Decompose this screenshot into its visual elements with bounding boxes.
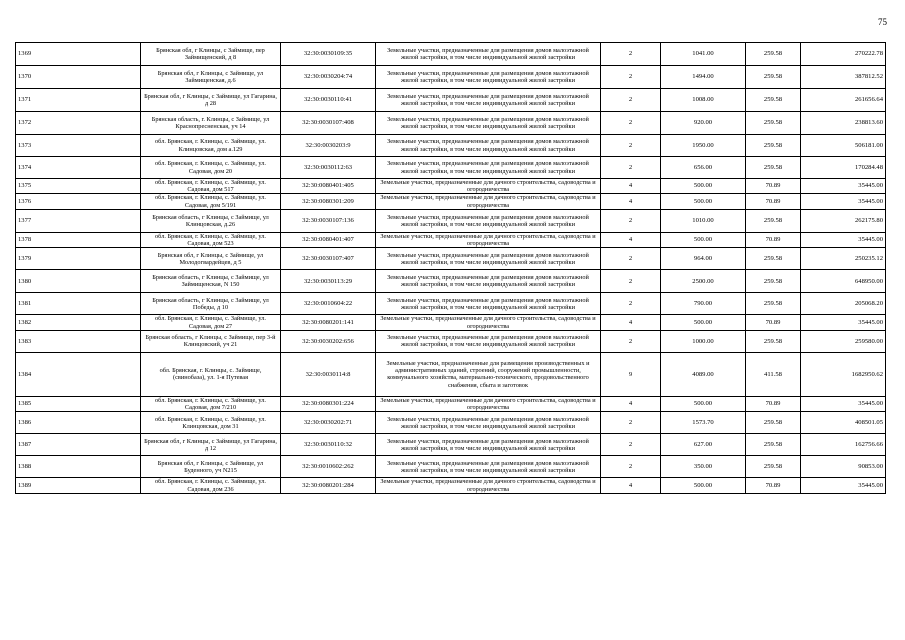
cell-address: Брянская область, г Клинцы, с Займище, пер 3-й Клинцовский, уч 21 xyxy=(141,330,281,352)
table-row xyxy=(16,135,886,157)
table-row xyxy=(16,293,886,315)
cell-cadastral-number: 32:30:0030107:408 xyxy=(281,112,376,135)
cell-area: 4089.00 xyxy=(661,352,746,396)
cell-record-number: 1386 xyxy=(16,412,141,434)
cell-rate: 259.58 xyxy=(746,135,801,157)
table-row xyxy=(16,330,886,352)
cell-cadastral-value: 261656.64 xyxy=(801,89,886,112)
cell-record-number: 1381 xyxy=(16,293,141,315)
cell-address: обл. Брянская, г. Клинцы, с. Займище, ул. Клинцовская, дом 31 xyxy=(141,412,281,434)
cell-category: 2 xyxy=(601,209,661,232)
cell-cadastral-number: 32:30:0030110:41 xyxy=(281,89,376,112)
cell-land-use: Земельные участки, предназначенные для размещения домов малоэтажной жилой застройки, в том числе индивидуальной жилой застройки xyxy=(376,209,601,232)
cell-address: Брянская область, г Клинцы, с Займище, ул Клинцовская, д.26 xyxy=(141,209,281,232)
table-row xyxy=(16,315,886,330)
cell-area: 500.00 xyxy=(661,396,746,411)
table-row xyxy=(16,89,886,112)
cell-address: Брянская обл, г Клинцы, с Займище, ул Молодогвардейцев, д 5 xyxy=(141,248,281,270)
cell-area: 964.00 xyxy=(661,248,746,270)
cell-land-use: Земельные участки, предназначенные для дачного строительства, садоводства и огородничества xyxy=(376,232,601,247)
cell-cadastral-value: 270222.78 xyxy=(801,43,886,66)
cell-cadastral-value: 35445.00 xyxy=(801,315,886,330)
cell-address: Брянская обл, г Клинцы, с Займище, пер Займищенский, д 8 xyxy=(141,43,281,66)
cell-area: 2500.00 xyxy=(661,270,746,293)
cell-area: 1494.00 xyxy=(661,66,746,89)
cell-cadastral-value: 205068.20 xyxy=(801,293,886,315)
cell-cadastral-value: 35445.00 xyxy=(801,179,886,194)
cell-land-use: Земельные участки, предназначенные для размещения домов малоэтажной жилой застройки, в том числе индивидуальной жилой застройки xyxy=(376,456,601,478)
cell-area: 350.00 xyxy=(661,456,746,478)
cell-cadastral-number: 32:30:0030107:136 xyxy=(281,209,376,232)
cell-record-number: 1388 xyxy=(16,456,141,478)
cell-cadastral-number: 32:30:0030114:8 xyxy=(281,352,376,396)
cell-cadastral-number: 32:30:0030113:29 xyxy=(281,270,376,293)
cell-category: 2 xyxy=(601,434,661,456)
table-row xyxy=(16,478,886,493)
cell-cadastral-value: 506181.00 xyxy=(801,135,886,157)
cell-address: обл. Брянская, г. Клинцы, с. Займище, ул. Садовая, дом 523 xyxy=(141,232,281,247)
cell-land-use: Земельные участки, предназначенные для размещения домов малоэтажной жилой застройки, в том числе индивидуальной жилой застройки xyxy=(376,112,601,135)
table-row xyxy=(16,179,886,194)
cell-land-use: Земельные участки, предназначенные для размещения домов малоэтажной жилой застройки, в том числе индивидуальной жилой застройки xyxy=(376,89,601,112)
cell-cadastral-value: 387812.52 xyxy=(801,66,886,89)
cell-rate: 259.58 xyxy=(746,66,801,89)
table-row xyxy=(16,396,886,411)
cell-category: 2 xyxy=(601,248,661,270)
cell-record-number: 1377 xyxy=(16,209,141,232)
table-row xyxy=(16,194,886,209)
cell-area: 1950.00 xyxy=(661,135,746,157)
cell-rate: 70.89 xyxy=(746,232,801,247)
cell-record-number: 1385 xyxy=(16,396,141,411)
cell-area: 1000.00 xyxy=(661,330,746,352)
cell-address: Брянская область, г Клинцы, с Займище, ул Займищенская, N 150 xyxy=(141,270,281,293)
cell-cadastral-number: 32:30:0030202:71 xyxy=(281,412,376,434)
cell-cadastral-number: 32:30:0080301:209 xyxy=(281,194,376,209)
cell-cadastral-number: 32:30:0080401:407 xyxy=(281,232,376,247)
cell-record-number: 1378 xyxy=(16,232,141,247)
cell-land-use: Земельные участки, предназначенные для размещения производственных и административных зданий, строений, сооружений промышленности, коммунального хозяйства, материально-технического, продовольственного снабжения, сбыта и заготовок xyxy=(376,352,601,396)
cell-category: 2 xyxy=(601,157,661,179)
cell-category: 9 xyxy=(601,352,661,396)
cell-record-number: 1387 xyxy=(16,434,141,456)
cell-record-number: 1369 xyxy=(16,43,141,66)
table-row xyxy=(16,270,886,293)
cell-category: 2 xyxy=(601,66,661,89)
cell-rate: 259.58 xyxy=(746,157,801,179)
cell-cadastral-number: 32:30:0030112:63 xyxy=(281,157,376,179)
cell-record-number: 1373 xyxy=(16,135,141,157)
cell-record-number: 1389 xyxy=(16,478,141,493)
cell-record-number: 1374 xyxy=(16,157,141,179)
table-row xyxy=(16,209,886,232)
cell-land-use: Земельные участки, предназначенные для размещения домов малоэтажной жилой застройки, в том числе индивидуальной жилой застройки xyxy=(376,66,601,89)
cell-land-use: Земельные участки, предназначенные для дачного строительства, садоводства и огородничества xyxy=(376,315,601,330)
cell-cadastral-number: 32:30:0080201:284 xyxy=(281,478,376,493)
cell-rate: 259.58 xyxy=(746,112,801,135)
table-row xyxy=(16,66,886,89)
cell-area: 500.00 xyxy=(661,232,746,247)
cell-record-number: 1380 xyxy=(16,270,141,293)
cell-rate: 70.89 xyxy=(746,315,801,330)
cell-rate: 259.58 xyxy=(746,209,801,232)
cell-land-use: Земельные участки, предназначенные для дачного строительства, садоводства и огородничества xyxy=(376,194,601,209)
cell-record-number: 1370 xyxy=(16,66,141,89)
cell-category: 4 xyxy=(601,194,661,209)
cell-cadastral-value: 262175.80 xyxy=(801,209,886,232)
cell-rate: 259.58 xyxy=(746,43,801,66)
cell-cadastral-value: 408501.05 xyxy=(801,412,886,434)
cell-address: обл. Брянская, г. Клинцы, с. Займище, (свинобаза), ул. 1-я Путевая xyxy=(141,352,281,396)
cell-land-use: Земельные участки, предназначенные для размещения домов малоэтажной жилой застройки, в том числе индивидуальной жилой застройки xyxy=(376,330,601,352)
cell-land-use: Земельные участки, предназначенные для размещения домов малоэтажной жилой застройки, в том числе индивидуальной жилой застройки xyxy=(376,270,601,293)
cell-category: 4 xyxy=(601,232,661,247)
cell-address: обл. Брянская, г. Клинцы, с. Займище, ул. Садовая, дом 20 xyxy=(141,157,281,179)
cell-cadastral-value: 259580.00 xyxy=(801,330,886,352)
cell-rate: 259.58 xyxy=(746,293,801,315)
cell-cadastral-value: 162756.66 xyxy=(801,434,886,456)
cell-address: обл. Брянская, г. Клинцы, с. Займище, ул. Клинцовская, дом а.129 xyxy=(141,135,281,157)
cell-cadastral-number: 32:30:0010602:262 xyxy=(281,456,376,478)
cell-rate: 70.89 xyxy=(746,478,801,493)
cell-cadastral-number: 32:30:0030204:74 xyxy=(281,66,376,89)
cell-category: 2 xyxy=(601,293,661,315)
cell-cadastral-value: 250235.12 xyxy=(801,248,886,270)
table-row xyxy=(16,112,886,135)
cell-record-number: 1379 xyxy=(16,248,141,270)
cell-land-use: Земельные участки, предназначенные для размещения домов малоэтажной жилой застройки, в том числе индивидуальной жилой застройки xyxy=(376,135,601,157)
cell-category: 2 xyxy=(601,330,661,352)
cell-rate: 259.58 xyxy=(746,330,801,352)
cell-category: 4 xyxy=(601,179,661,194)
table-row xyxy=(16,456,886,478)
cell-address: обл. Брянская, г. Клинцы, с. Займище, ул. Садовая, дом 7/210 xyxy=(141,396,281,411)
cell-rate: 259.58 xyxy=(746,248,801,270)
cell-area: 790.00 xyxy=(661,293,746,315)
cell-land-use: Земельные участки, предназначенные для размещения домов малоэтажной жилой застройки, в том числе индивидуальной жилой застройки xyxy=(376,248,601,270)
cell-record-number: 1375 xyxy=(16,179,141,194)
cell-cadastral-number: 32:30:0030202:656 xyxy=(281,330,376,352)
cell-category: 2 xyxy=(601,43,661,66)
cell-area: 656.00 xyxy=(661,157,746,179)
cell-rate: 259.58 xyxy=(746,456,801,478)
cell-category: 2 xyxy=(601,135,661,157)
cell-cadastral-value: 1682950.62 xyxy=(801,352,886,396)
cell-cadastral-number: 32:30:0080201:141 xyxy=(281,315,376,330)
cell-rate: 70.89 xyxy=(746,179,801,194)
cell-cadastral-number: 32:30:0030110:32 xyxy=(281,434,376,456)
table-row xyxy=(16,248,886,270)
table-row xyxy=(16,352,886,396)
cell-category: 2 xyxy=(601,412,661,434)
cell-record-number: 1382 xyxy=(16,315,141,330)
cell-category: 2 xyxy=(601,112,661,135)
cell-rate: 259.58 xyxy=(746,434,801,456)
cell-rate: 411.58 xyxy=(746,352,801,396)
cell-land-use: Земельные участки, предназначенные для дачного строительства, садоводства и огородничества xyxy=(376,396,601,411)
cell-cadastral-number: 32:30:0030109:35 xyxy=(281,43,376,66)
table-row xyxy=(16,412,886,434)
cell-cadastral-number: 32:30:0080401:405 xyxy=(281,179,376,194)
cell-area: 500.00 xyxy=(661,478,746,493)
cell-area: 500.00 xyxy=(661,194,746,209)
cell-area: 1573.70 xyxy=(661,412,746,434)
cell-cadastral-value: 35445.00 xyxy=(801,232,886,247)
cell-record-number: 1383 xyxy=(16,330,141,352)
cell-cadastral-value: 238813.60 xyxy=(801,112,886,135)
cell-cadastral-value: 35445.00 xyxy=(801,396,886,411)
cell-cadastral-value: 35445.00 xyxy=(801,194,886,209)
cell-address: Брянская обл, г Клинцы, с Займище, ул Гагарина, д 28 xyxy=(141,89,281,112)
cell-record-number: 1372 xyxy=(16,112,141,135)
cell-address: Брянская область, г Клинцы, с Займище, ул Победы, д 10 xyxy=(141,293,281,315)
cell-area: 1008.00 xyxy=(661,89,746,112)
cell-address: Брянская обл, г Клинцы, с Займище, ул Буденного, уч N215 xyxy=(141,456,281,478)
cell-rate: 70.89 xyxy=(746,194,801,209)
table-row xyxy=(16,157,886,179)
cell-land-use: Земельные участки, предназначенные для размещения домов малоэтажной жилой застройки, в том числе индивидуальной жилой застройки xyxy=(376,434,601,456)
cell-address: обл. Брянская, г. Клинцы, с. Займище, ул. Садовая, дом 236 xyxy=(141,478,281,493)
cell-area: 1041.00 xyxy=(661,43,746,66)
cell-category: 4 xyxy=(601,396,661,411)
cell-rate: 259.58 xyxy=(746,270,801,293)
cell-rate: 70.89 xyxy=(746,396,801,411)
cell-address: обл. Брянская, г. Клинцы, с. Займище, ул. Садовая, дом 517 xyxy=(141,179,281,194)
cell-cadastral-value: 648950.00 xyxy=(801,270,886,293)
cell-address: Брянская обл, г Клинцы, с Займище, ул Займищенская, д.6 xyxy=(141,66,281,89)
cell-category: 4 xyxy=(601,315,661,330)
cell-category: 2 xyxy=(601,270,661,293)
table-row xyxy=(16,434,886,456)
table-row xyxy=(16,232,886,247)
cell-category: 4 xyxy=(601,478,661,493)
cell-land-use: Земельные участки, предназначенные для дачного строительства, садоводства и огородничества xyxy=(376,179,601,194)
cell-category: 2 xyxy=(601,456,661,478)
cell-address: Брянская обл, г Клинцы, с Займище, ул Гагарина, д 12 xyxy=(141,434,281,456)
cell-land-use: Земельные участки, предназначенные для размещения домов малоэтажной жилой застройки, в том числе индивидуальной жилой застройки xyxy=(376,43,601,66)
cell-land-use: Земельные участки, предназначенные для размещения домов малоэтажной жилой застройки, в том числе индивидуальной жилой застройки xyxy=(376,157,601,179)
cell-land-use: Земельные участки, предназначенные для размещения домов малоэтажной жилой застройки, в том числе индивидуальной жилой застройки xyxy=(376,293,601,315)
cell-cadastral-number: 32:30:0080301:224 xyxy=(281,396,376,411)
cell-address: Брянская область, г. Клинцы, с Займище, ул Краснопресненская, уч 14 xyxy=(141,112,281,135)
cell-cadastral-value: 90853.00 xyxy=(801,456,886,478)
cell-record-number: 1371 xyxy=(16,89,141,112)
cell-area: 1010.00 xyxy=(661,209,746,232)
table-row xyxy=(16,43,886,66)
cell-rate: 259.58 xyxy=(746,89,801,112)
cell-cadastral-value: 170284.48 xyxy=(801,157,886,179)
cell-cadastral-value: 35445.00 xyxy=(801,478,886,493)
cell-cadastral-number: 32:30:0010604:22 xyxy=(281,293,376,315)
cadastral-value-table xyxy=(15,42,886,494)
cell-address: обл. Брянская, г. Клинцы, с. Займище, ул. Садовая, дом 27 xyxy=(141,315,281,330)
cell-address: обл. Брянская, г. Клинцы, с. Займище, ул. Садовая, дом 5/191 xyxy=(141,194,281,209)
cell-land-use: Земельные участки, предназначенные для размещения домов малоэтажной жилой застройки, в том числе индивидуальной жилой застройки xyxy=(376,412,601,434)
cell-area: 627.00 xyxy=(661,434,746,456)
page-number: 75 xyxy=(878,17,887,27)
cell-land-use: Земельные участки, предназначенные для дачного строительства, садоводства и огородничества xyxy=(376,478,601,493)
cell-area: 500.00 xyxy=(661,315,746,330)
cell-record-number: 1384 xyxy=(16,352,141,396)
cell-area: 500.00 xyxy=(661,179,746,194)
cell-record-number: 1376 xyxy=(16,194,141,209)
cell-category: 2 xyxy=(601,89,661,112)
cell-cadastral-number: 32:30:0030203:9 xyxy=(281,135,376,157)
cell-rate: 259.58 xyxy=(746,412,801,434)
cell-area: 920.00 xyxy=(661,112,746,135)
cell-cadastral-number: 32:30:0030107:407 xyxy=(281,248,376,270)
